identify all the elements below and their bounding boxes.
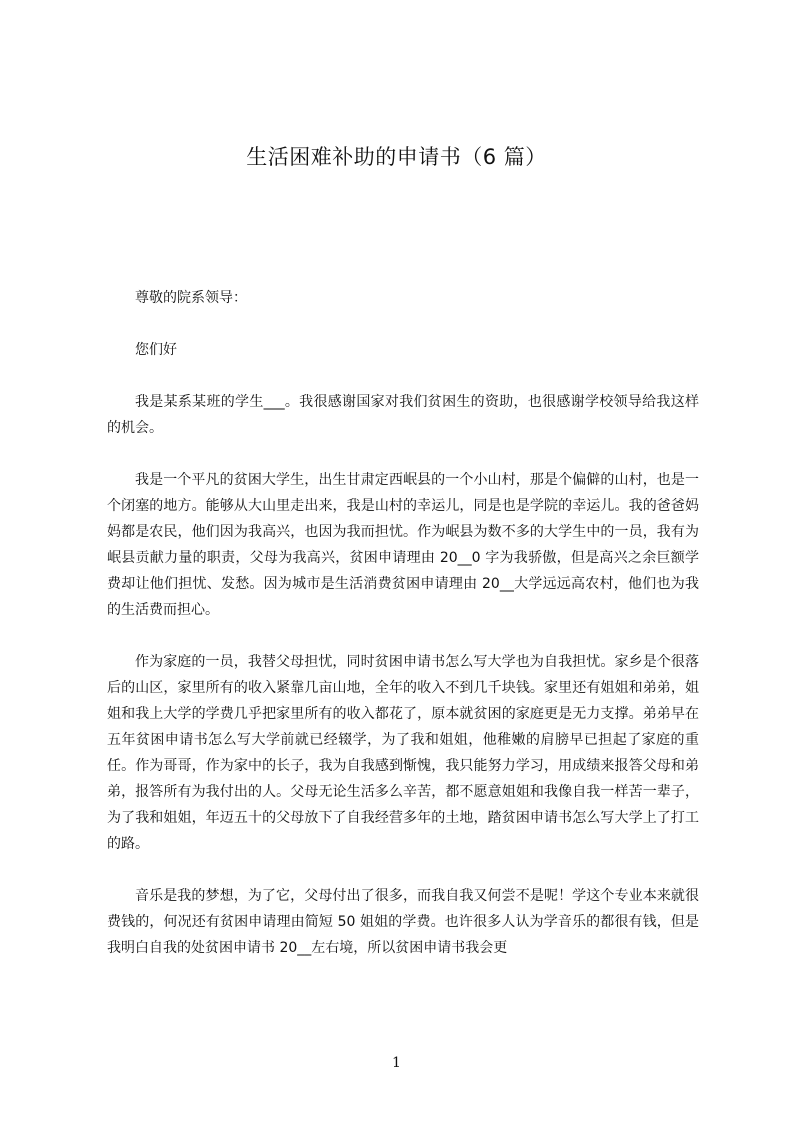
paragraph-3: 作为家庭的一员，我替父母担忧，同时贫困申请书怎么写大学也为自我担忧。家乡是个很落后的山区，家里所有的收入紧靠几亩山地，全年的收入不到几千块钱。家里还有姐姐和弟弟，姐姐和我上大学的学费几乎把家里所有的收入都花了，原本就贫困的家庭更是无力支撑。弟弟早在五年贫困申请书怎么写大学前就已经辍学，为了我和姐姐，他稚嫩的肩膀早已担起了家庭的重任。作为哥哥，作为家中的长子，我为自我感到惭愧，我只能努力学习，用成绩来报答父母和弟弟，报答所有为我付出的人。父母无论生活多么辛苦，都不愿意姐姐和我像自我一样苦一辈子，为了我和姐姐，年迈五十的父母放下了自我经营多年的土地，踏贫困申请书怎么写大学上了打工的路。 bbox=[107, 654, 699, 852]
document-body bbox=[107, 285, 699, 987]
paragraph-1: 我是某系某班的学生___。我很感谢国家对我们贫困生的资助，也很感谢学校领导给我这样的机会。 bbox=[107, 394, 699, 436]
paragraph-4: 音乐是我的梦想，为了它，父母付出了很多，而我自我又何尝不是呢！学这个专业本来就很费钱的，何况还有贫困申请理由简短 50 姐姐的学费。也许很多人认为学音乐的都很有钱，但是我明白自我的处贫困申请书 20__左右境，所以贫困申请书我会更 bbox=[107, 888, 699, 956]
document-title: 生活困难补助的申请书（6 篇） bbox=[246, 145, 547, 169]
page-number: 1 bbox=[392, 1055, 401, 1071]
paragraph-2: 我是一个平凡的贫困大学生，出生甘肃定西岷县的一个小山村，那是个偏僻的山村，也是一个闭塞的地方。能够从大山里走出来，我是山村的幸运儿，同是也是学院的幸运儿。我的爸爸妈妈都是农民，他们因为我高兴，也因为我而担忧。作为岷县为数不多的大学生中的一员，我有为岷县贡献力量的职责，父母为我高兴，贫困申请理由 20__0 字为我骄傲，但是高兴之余巨额学费却让他们担忧、发愁。因为城市是生活消费贫困申请理由 20__大学远远高农村，他们也为我的生活费而担心。 bbox=[107, 472, 699, 618]
salutation: 尊敬的院系领导： bbox=[135, 290, 247, 306]
greeting: 您们好 bbox=[135, 342, 177, 358]
